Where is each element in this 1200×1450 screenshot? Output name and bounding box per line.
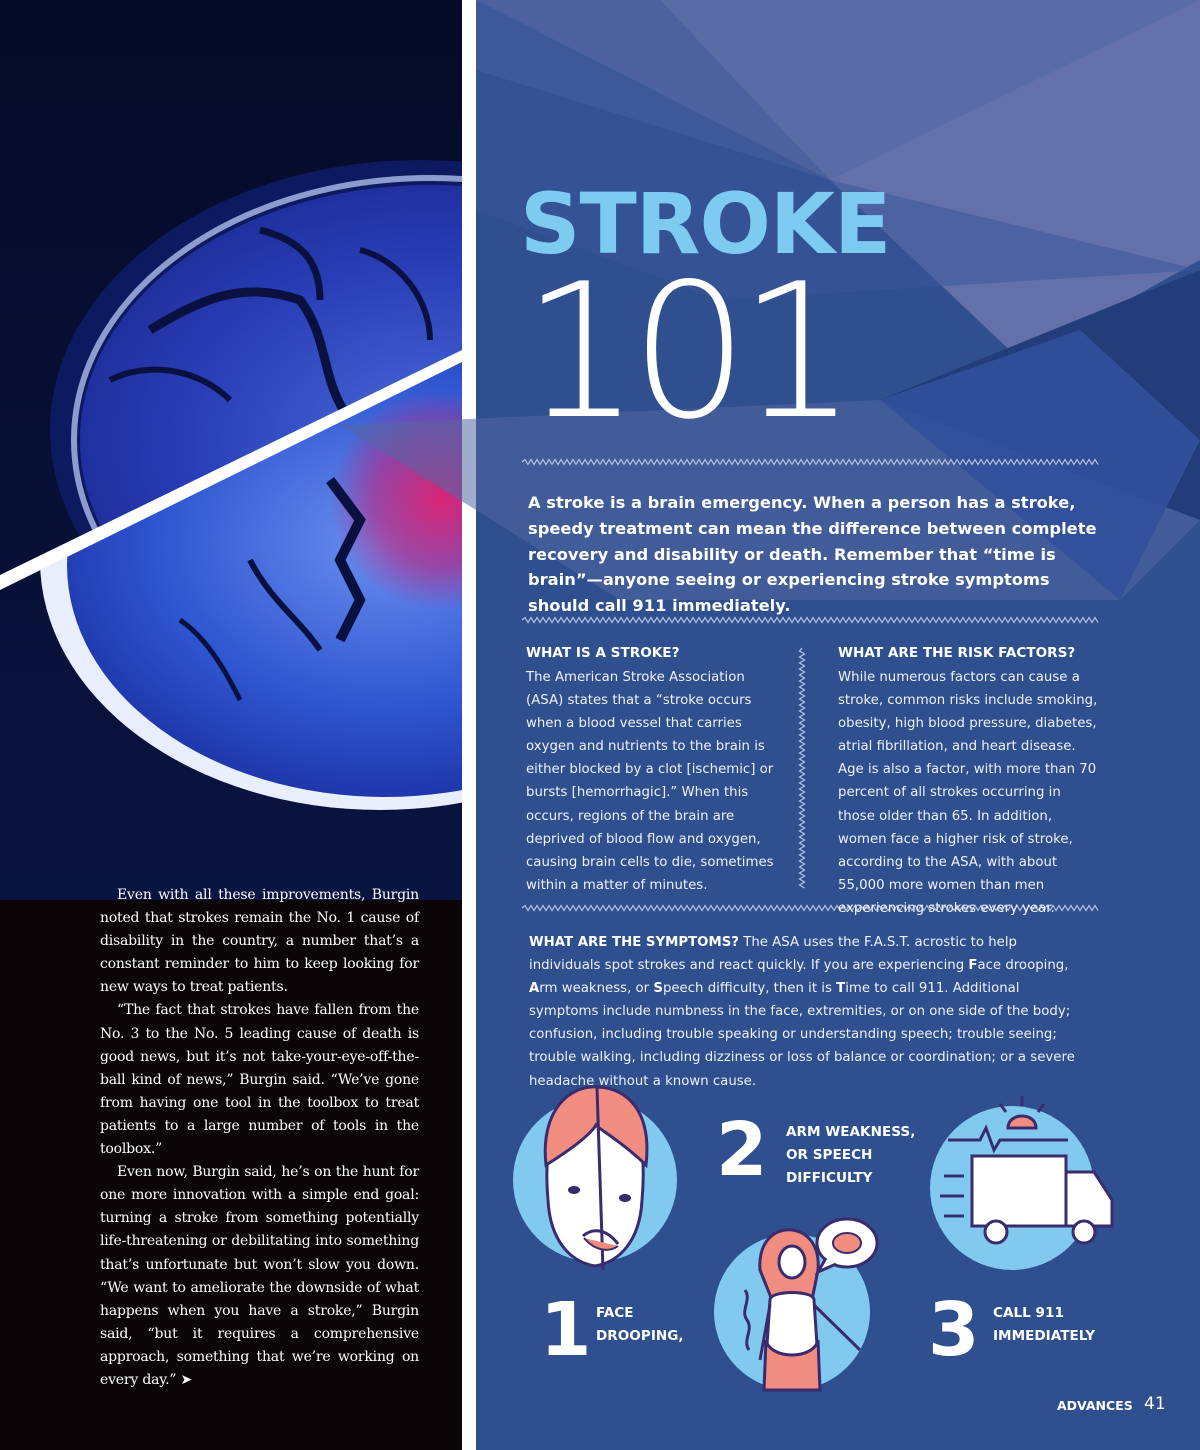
step-label-line: CALL 911 xyxy=(993,1305,1064,1321)
page-number: 41 xyxy=(1144,1394,1166,1414)
step-3-label xyxy=(993,1302,1095,1348)
symptoms-heading: WHAT ARE THE SYMPTOMS? xyxy=(529,935,739,950)
title-stroke: STROKE xyxy=(520,175,891,273)
step-label-line: DIFFICULTY xyxy=(786,1170,873,1186)
step-label-line: DROOPING, xyxy=(596,1328,684,1344)
risk-factors-heading: WHAT ARE THE RISK FACTORS? xyxy=(838,645,1076,661)
symptoms-text: peech difficulty, then it is xyxy=(662,981,837,997)
article-paragraph: Even with all these improvements, Burgin noted that strokes remain the No. 1 cause of disability in the country, a number that’s a constant reminder to him to keep looking for new ways to treat patients. xyxy=(100,887,419,996)
step-label-line: IMMEDIATELY xyxy=(993,1328,1096,1344)
step-1-number: 1 xyxy=(540,1287,592,1373)
symptoms-text: The ASA uses the F.A.S.T. acrostic to help individuals spot strokes and react quickly. If you are experiencing xyxy=(529,935,1017,974)
symptoms-section xyxy=(529,931,1091,1093)
what-is-stroke-section xyxy=(526,642,776,897)
fast-letter-s: S xyxy=(653,981,663,997)
risk-factors-body: While numerous factors can cause a stroke, common risks include smoking, obesity, high blood pressure, diabetes, atrial fibrillation, and heart disease. Age is also a factor, with more than 70 percent of all strokes occurring in those older than 65. In addition, women face a higher risk of stroke, according to the ASA, with about 55,000 more women than men experiencing strokes every year. xyxy=(838,670,1098,916)
article-paragraph: “The fact that strokes have fallen from the No. 3 to the No. 5 leading cause of death is good news, but it’s not take-your-eye-off-the-ball kind of news,” Burgin said. “We’ve gone from having one tool in the toolbox to treat patients to a large number of tools in the toolbox.” xyxy=(100,1002,419,1158)
fast-letter-f: F xyxy=(968,958,978,974)
step-2-label xyxy=(786,1121,915,1190)
footer-section-name: ADVANCES xyxy=(1057,1398,1133,1413)
step-label-line: FACE xyxy=(596,1305,634,1321)
symptoms-text: ace drooping, xyxy=(977,958,1069,974)
risk-factors-section xyxy=(838,642,1100,920)
fast-letter-a: A xyxy=(529,981,540,997)
step-2-number: 2 xyxy=(716,1107,768,1193)
symptoms-text: rm weakness, or xyxy=(539,981,654,997)
fast-letter-t: T xyxy=(836,981,846,997)
symptoms-text: ime to call 911. Additional symptoms include numbness in the face, extremities, or on one side of the body; confusion, including trouble speaking or understanding speech; trouble seeing; trouble walking, including dizziness or loss of balance or coordination; or a severe headache without a known cause. xyxy=(529,981,1075,1089)
what-is-stroke-body: The American Stroke Association (ASA) states that a “stroke occurs when a blood vessel that carries oxygen and nutrients to the brain is either blocked by a clot [ischemic] or bursts [hemorrhagic].” When this occurs, regions of the brain are deprived of blood flow and oxygen, causing brain cells to die, sometimes within a matter of minutes. xyxy=(526,670,774,893)
what-is-stroke-heading: WHAT IS A STROKE? xyxy=(526,645,680,661)
intro-text: A stroke is a brain emergency. When a person has a stroke, speedy treatment can mean the difference between complete recovery and disability or death. Remember that “time is brain”—anyone seeing or experiencing stroke symptoms should call 911 immediately. xyxy=(528,493,1097,616)
step-label-line: OR SPEECH xyxy=(786,1147,873,1163)
step-3-number: 3 xyxy=(928,1287,980,1373)
step-label-line: ARM WEAKNESS, xyxy=(786,1124,916,1140)
article-continuation xyxy=(100,884,419,1392)
article-paragraph: Even now, Burgin said, he’s on the hunt for one more innovation with a simple end goal: turning a stroke from something potentially life-threatening or debilitating into something that’s unfortunate but won’t slow you down. “We want to ameliorate the downside of what happens when you have a stroke,” Burgin said, “but it requires a comprehensive approach, something that we’re working on every day.” ➤ xyxy=(100,1164,419,1388)
step-1-label xyxy=(596,1302,684,1348)
title-101: 101 xyxy=(522,243,848,460)
